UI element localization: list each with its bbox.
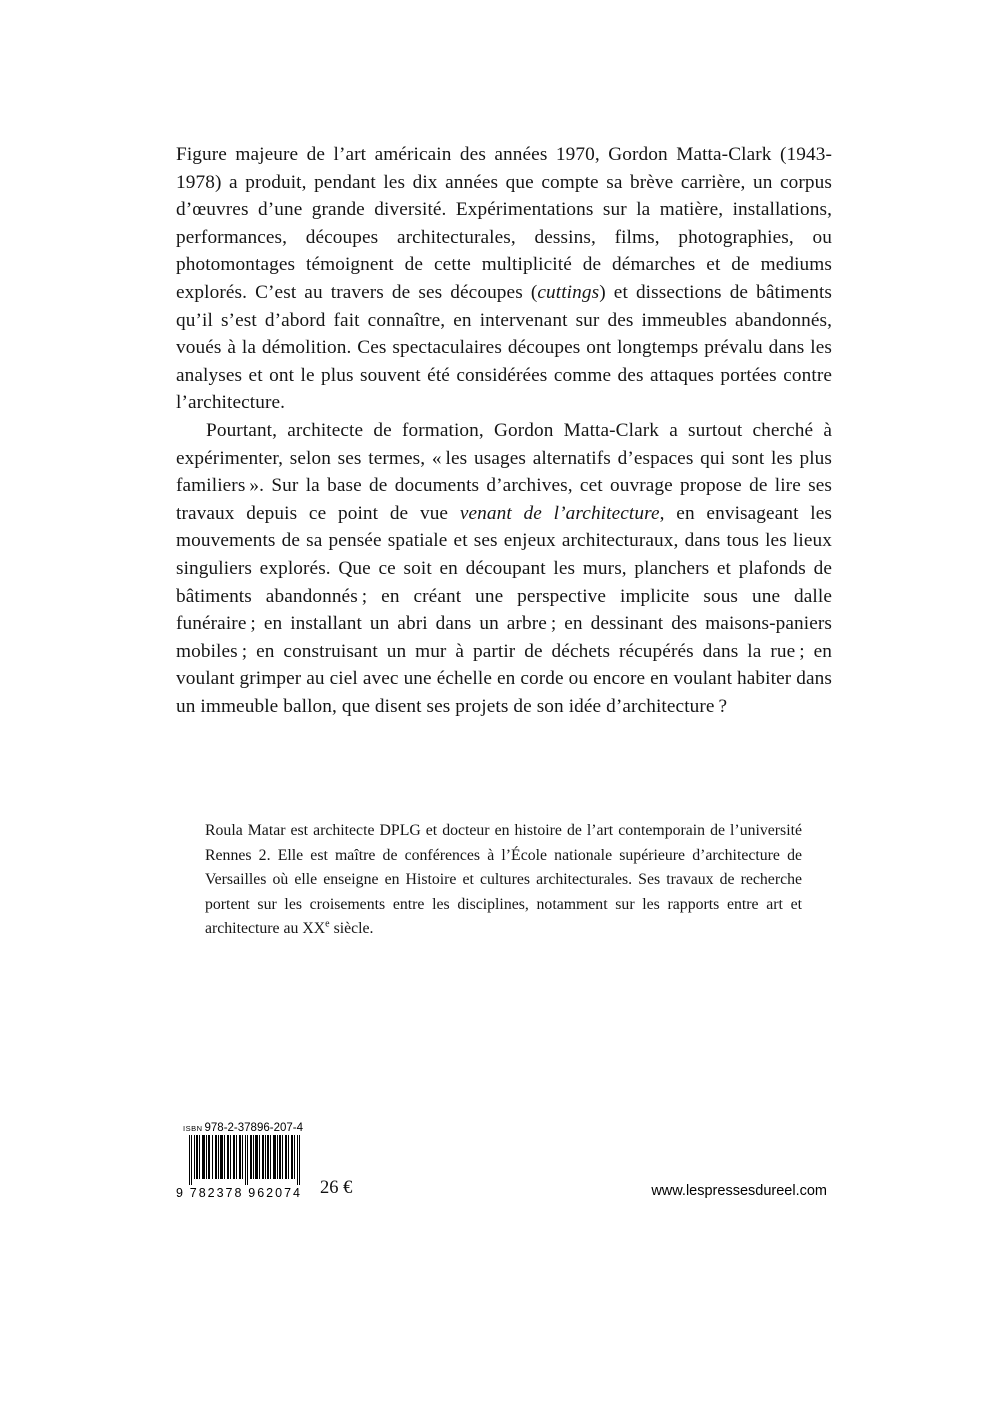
- author-bio: [205, 819, 802, 942]
- paragraph-1-italic: cuttings: [537, 281, 600, 303]
- barcode-digit-group1: 782378: [189, 1186, 244, 1200]
- paragraph-2-text-cont: , en envisageant les mouvements de sa pensée spatiale et ses enjeux architecturaux, dans tous les lieux singuliers explorés. Que ce soit en découpant les murs, planchers et plafonds de bâtiments abandonnés ; en créant une perspective implicite sous une dalle funéraire ; en installant un abri dans un arbre ; en dessinant des maisons-paniers mobiles ; en construisant un mur à partir de déchets récupérés dans la rue ; en voulant grimper au ciel avec une échelle en corde ou encore en voulant habiter dans un immeuble ballon, que disent ses projets de son idée d’architecture ?: [176, 502, 832, 717]
- paragraph-2-text: Pourtant, architecte de formation, Gordon Matta-Clark a surtout cherché à expérimenter, selon ses termes, « les usages alternatifs d’espaces qui sont les plus familiers ». Sur la base de documents d’archives, cet ouvrage propose de lire ses travaux depuis ce point de vue: [176, 419, 832, 524]
- paragraph-1-text-cont: ) et dissections de bâtiments qu’il s’est d’abord fait connaître, en intervenant sur des immeubles abandonnés, voués à la démolition. Ces spectaculaires découpes ont longtemps prévalu dans les analyses et ont le plus souvent été considérées comme des attaques portées contre l’architecture.: [176, 281, 832, 414]
- author-bio-text: [205, 819, 802, 942]
- author-bio-end: siècle.: [329, 920, 374, 938]
- isbn-block: [176, 1122, 308, 1200]
- barcode-digit-first: 9: [176, 1186, 185, 1200]
- paragraph-1-text: Figure majeure de l’art américain des années 1970, Gordon Matta-Clark (1943-1978) a produit, pendant les dix années que compte sa brève carrière, un corpus d’œuvres d’une grande diversité. Expérimentations sur la matière, installations, performances, découpes architecturales, dessins, films, photographies, ou photomontages témoignent de cette multiplicité de démarches et de mediums explorés. C’est au travers de ses découpes (: [176, 144, 832, 303]
- paragraph-2-italic: venant de l’architecture: [459, 502, 660, 524]
- isbn-label: ISBN: [183, 1124, 203, 1133]
- author-bio-main: Roula Matar est architecte DPLG et docteur en histoire de l’art contemporain de l’université Rennes 2. Elle est maître de conférences à l’École nationale supérieure d’architecture de Versailles où elle enseigne en Histoire et cultures architecturales. Ses travaux de recherche portent sur les croisements entre les disciplines, notamment sur les rapports entre art et architecture au XX: [205, 822, 802, 938]
- author-bio-superscript: e: [325, 919, 330, 931]
- isbn-line: [183, 1122, 308, 1134]
- description-text: [176, 141, 832, 720]
- barcode-digits: [176, 1186, 302, 1200]
- paragraph-2: [176, 417, 832, 721]
- website-url: www.lespressesdureel.com: [651, 1183, 827, 1199]
- paragraph-1: [176, 141, 832, 417]
- barcode: [189, 1135, 301, 1185]
- barcode-digit-group2: 962074: [248, 1186, 302, 1200]
- isbn-number: 978-2-37896-207-4: [204, 1122, 303, 1134]
- price: 26 €: [320, 1178, 353, 1198]
